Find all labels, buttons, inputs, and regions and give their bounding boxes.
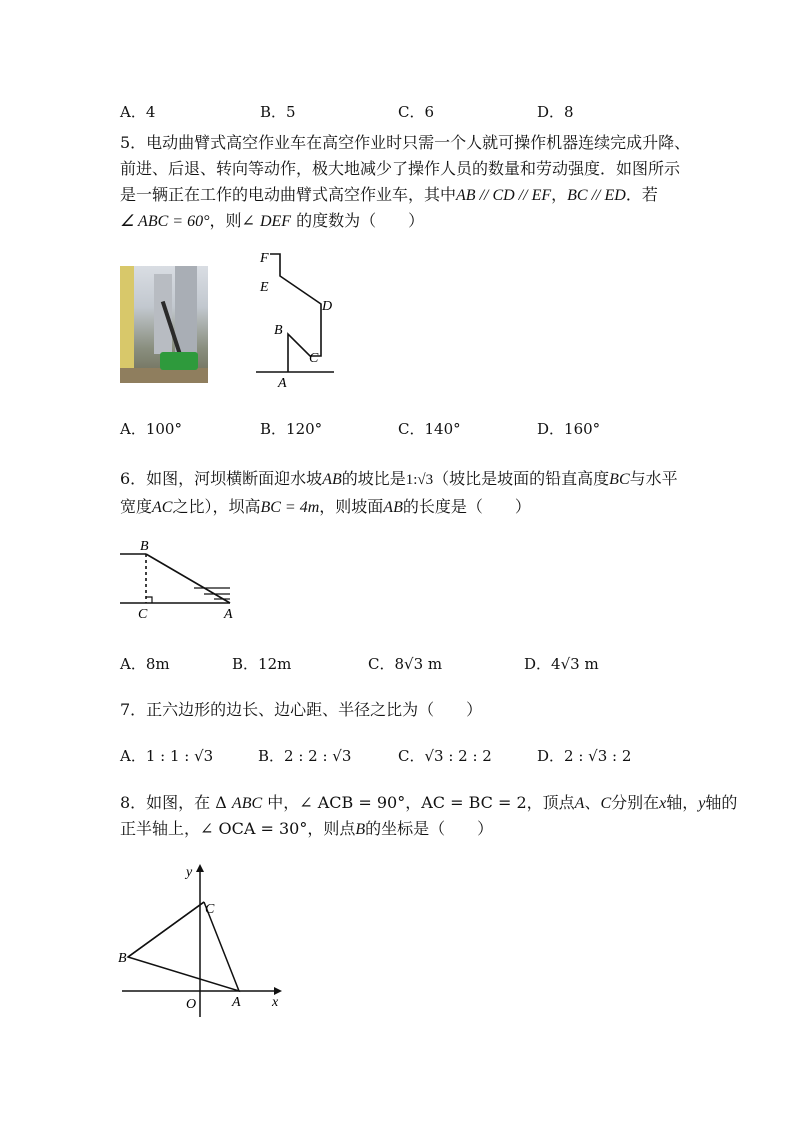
q6-dam-height: BC = 4m: [260, 499, 320, 516]
triangle-abc: [128, 902, 239, 991]
q5-angle-asked: DEF: [259, 213, 292, 230]
q8-line-1: [120, 791, 737, 816]
q8-text: 正半轴上，∠ OCA = 30°，则点: [120, 819, 356, 838]
q6-text: ，则坡面: [319, 497, 384, 516]
q8-text: 轴，: [666, 793, 699, 812]
q6-option-b: B．12m: [232, 655, 292, 673]
q6-option-d: D．4√3 m: [524, 655, 599, 673]
q8-coordinate-diagram: [112, 862, 298, 1020]
q5-text: ．若: [625, 185, 658, 204]
q6-slope-ab: AB: [322, 471, 342, 488]
q6-slope-ab-2: AB: [383, 499, 403, 516]
q7-option-b: B．2 : 2 : √3: [258, 747, 352, 765]
aerial-work-vehicle-photo: [120, 266, 208, 383]
label-c: C: [138, 607, 148, 622]
label-e: E: [260, 280, 269, 295]
q8-triangle: ABC: [231, 795, 263, 812]
q5-text: ，则∠: [209, 211, 260, 230]
label-c: C: [205, 902, 215, 917]
q8-text: 、: [584, 793, 601, 812]
q6-option-a: A．8m: [120, 655, 170, 673]
q4-option-a: A．4: [120, 103, 156, 121]
label-b: B: [118, 951, 127, 966]
q6-text: 与水平: [629, 469, 678, 488]
q5-option-b: B．120°: [260, 420, 323, 438]
q5-line-4: [120, 209, 424, 234]
q5-option-d: D．160°: [537, 420, 601, 438]
label-a: A: [232, 995, 241, 1010]
q4-option-b: B．5: [260, 103, 296, 121]
q8-text: 轴的: [705, 793, 738, 812]
q6-slope-ratio: 1:√3: [405, 472, 434, 488]
x-axis-arrow: [274, 987, 282, 995]
q5-line-3: [120, 183, 658, 208]
q6-text: 的坡比是: [341, 469, 406, 488]
label-d: D: [322, 299, 333, 314]
q5-angle-given: ∠ ABC = 60°: [120, 213, 210, 230]
q8-x-axis: x: [659, 795, 667, 812]
label-b: B: [274, 323, 283, 338]
q6-height-bc: BC: [609, 471, 630, 488]
q8-conditions: 中，∠ ACB = 90°，AC = BC = 2，顶点: [262, 793, 575, 812]
q6-text: 6．如图，河坝横断面迎水坡: [120, 469, 323, 488]
q7-option-d: D．2 : √3 : 2: [537, 747, 632, 765]
q8-vertex-a: A: [574, 795, 585, 812]
label-a: A: [278, 376, 287, 391]
q7-line-1: 7．正六边形的边长、边心距、半径之比为（ ）: [120, 700, 483, 719]
q5-line-1: 5．电动曲臂式高空作业车在高空作业时只需一个人就可操作机器连续完成升降、: [120, 133, 691, 152]
q5-option-c: C．140°: [398, 420, 461, 438]
q5-text: 是一辆正在工作的电动曲臂式高空作业车，其中: [120, 185, 457, 204]
q6-text: 宽度: [120, 497, 153, 516]
q8-line-2: [120, 817, 493, 842]
q5-parallel-relation: AB // CD // EF: [456, 187, 552, 204]
label-x: x: [272, 995, 279, 1010]
q6-line-2: [120, 495, 531, 520]
q5-text: 的度数为（ ）: [291, 211, 425, 230]
q8-vertex-c: C: [600, 795, 612, 812]
q8-text: 8．如图，在 Δ: [120, 793, 232, 812]
q6-width-ac: AC: [152, 499, 173, 516]
right-angle-mark: [146, 597, 152, 603]
q4-option-c: C．6: [398, 103, 435, 121]
label-b: B: [140, 539, 149, 554]
q7-option-c: C．√3 : 2 : 2: [398, 747, 492, 765]
q6-text: 的长度是（ ）: [402, 497, 531, 516]
q8-point-b: B: [355, 821, 366, 838]
label-a: A: [224, 607, 233, 622]
q5-option-a: A．100°: [120, 420, 182, 438]
q6-line-1: [120, 467, 678, 492]
label-y: y: [186, 865, 193, 880]
q5-parallel-relation-2: BC // ED: [567, 187, 626, 204]
label-o: O: [186, 997, 197, 1012]
q5-arm-diagram: [250, 246, 350, 392]
y-axis-arrow: [196, 864, 204, 872]
side-bc: [128, 902, 204, 957]
label-f: F: [260, 251, 269, 266]
q8-text: 的坐标是（ ）: [365, 819, 494, 838]
label-c: C: [309, 351, 319, 366]
q5-text: ，: [551, 185, 568, 204]
q5-line-2: 前进、后退、转向等动作，极大地减少了操作人员的数量和劳动强度．如图所示: [120, 159, 681, 178]
q8-y-axis: y: [698, 795, 706, 812]
q6-dam-diagram: [118, 536, 248, 622]
q7-option-a: A．1 : 1 : √3: [120, 747, 214, 765]
q8-text: 分别在: [611, 793, 660, 812]
q6-text: （坡比是坡面的铅直高度: [433, 469, 610, 488]
q6-option-c: C．8√3 m: [368, 655, 443, 673]
q6-text: 之比），坝高: [172, 497, 261, 516]
dam-slope-line: [146, 554, 230, 603]
q4-option-d: D．8: [537, 103, 574, 121]
